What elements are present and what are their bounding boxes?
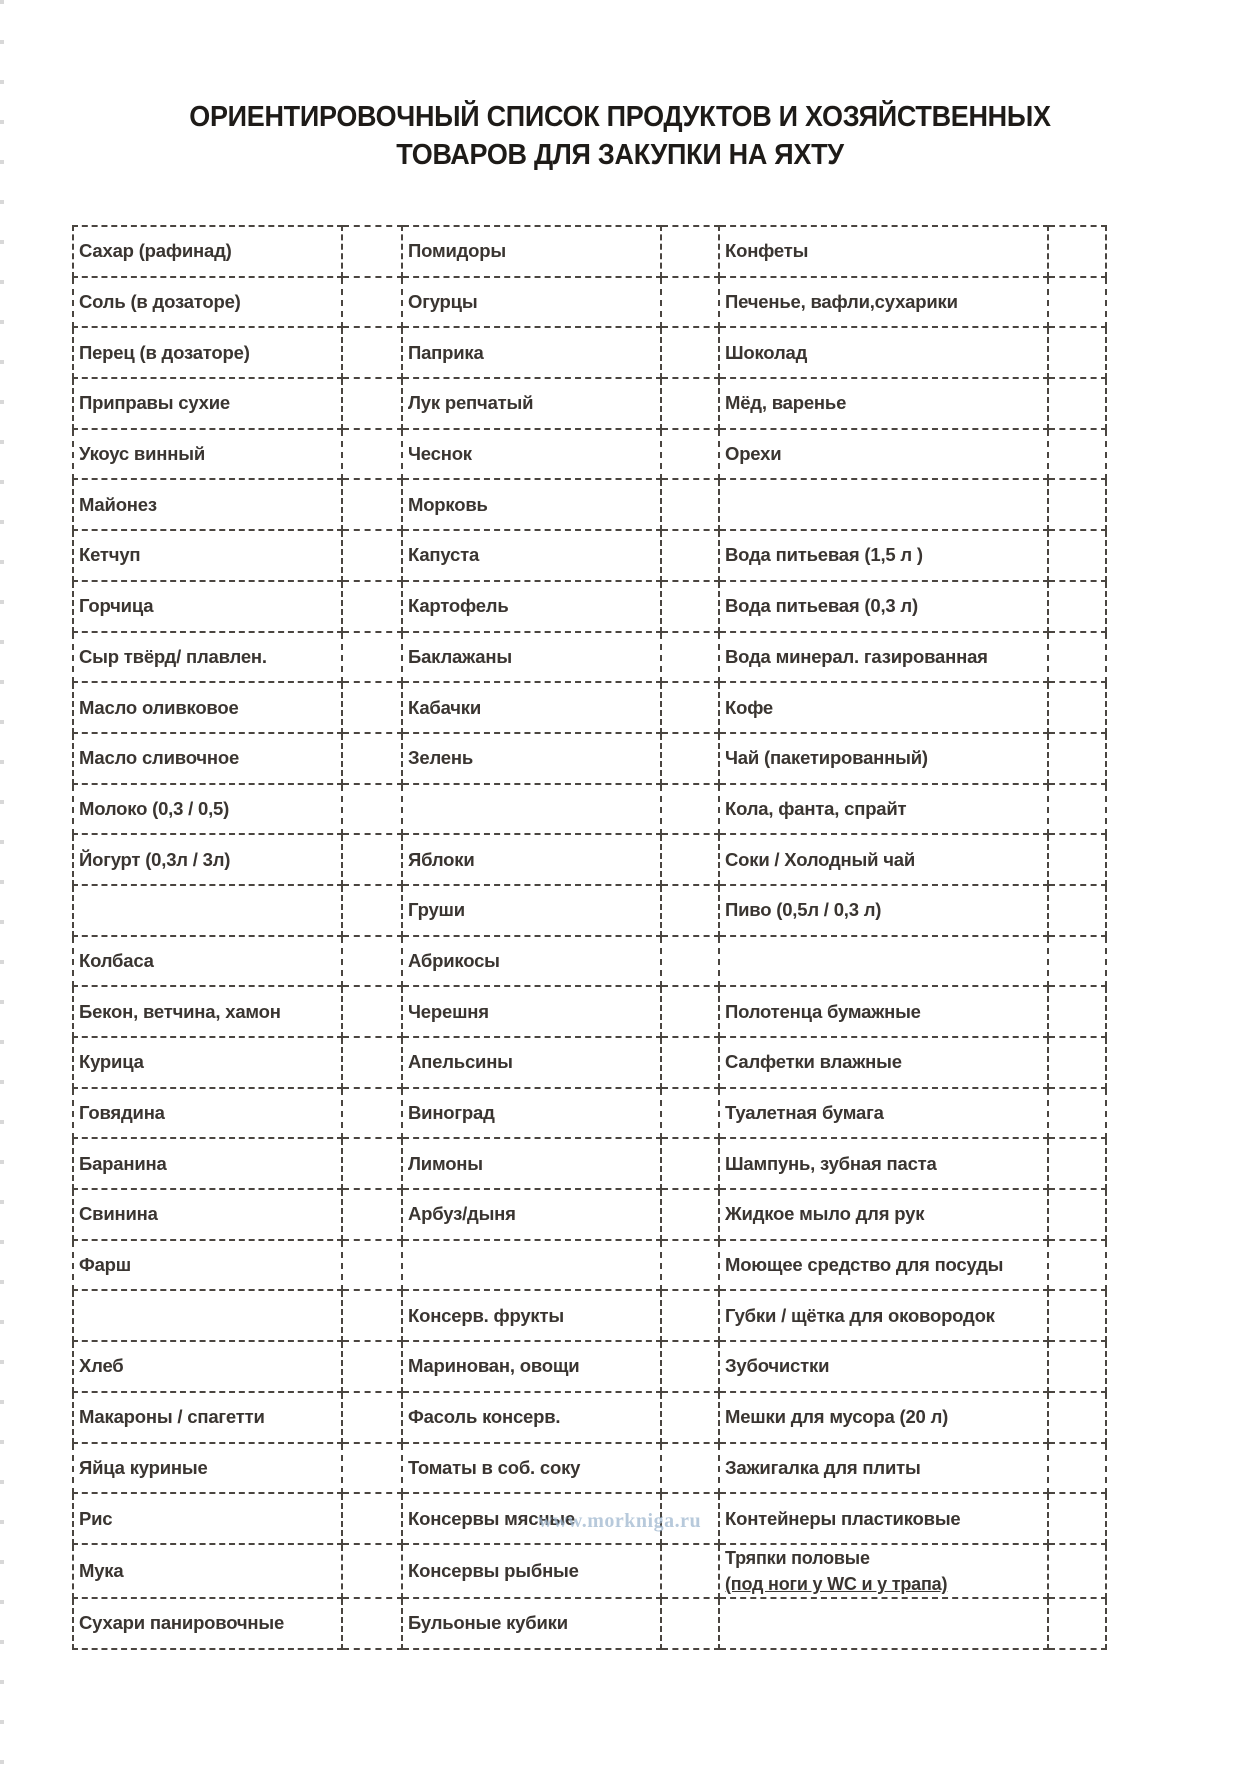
quantity-cell[interactable] xyxy=(342,1290,402,1341)
quantity-cell[interactable] xyxy=(661,1443,719,1494)
item-cell: Морковь xyxy=(402,479,661,530)
quantity-cell[interactable] xyxy=(342,1240,402,1291)
quantity-cell[interactable] xyxy=(342,632,402,683)
item-cell: Апельсины xyxy=(402,1037,661,1088)
quantity-cell[interactable] xyxy=(661,378,719,429)
item-cell: Бекон, ветчина, хамон xyxy=(73,986,342,1037)
quantity-cell[interactable] xyxy=(342,530,402,581)
quantity-cell[interactable] xyxy=(1048,1392,1106,1443)
item-cell: Чеснок xyxy=(402,429,661,480)
item-cell: Полотенца бумажные xyxy=(719,986,1048,1037)
item-cell: Приправы сухие xyxy=(73,378,342,429)
quantity-cell[interactable] xyxy=(342,936,402,987)
item-cell: Курица xyxy=(73,1037,342,1088)
quantity-cell[interactable] xyxy=(1048,1037,1106,1088)
item-cell: Зелень xyxy=(402,733,661,784)
item-cell: Баранина xyxy=(73,1138,342,1189)
item-cell xyxy=(402,784,661,835)
item-cell: Мёд, варенье xyxy=(719,378,1048,429)
table-row xyxy=(73,1341,1106,1392)
item-cell: Капуста xyxy=(402,530,661,581)
quantity-cell[interactable] xyxy=(661,1037,719,1088)
quantity-cell[interactable] xyxy=(342,784,402,835)
item-cell: Сыр твёрд/ плавлен. xyxy=(73,632,342,683)
item-cell: Консервы рыбные xyxy=(402,1544,661,1598)
table-row xyxy=(73,1037,1106,1088)
item-cell: Мука xyxy=(73,1544,342,1598)
quantity-cell[interactable] xyxy=(661,632,719,683)
table-row xyxy=(73,986,1106,1037)
item-cell: Масло оливковое xyxy=(73,682,342,733)
item-cell: Мешки для мусора (20 л) xyxy=(719,1392,1048,1443)
quantity-cell[interactable] xyxy=(661,1290,719,1341)
quantity-cell[interactable] xyxy=(342,1392,402,1443)
quantity-cell[interactable] xyxy=(661,277,719,328)
quantity-cell[interactable] xyxy=(342,1598,402,1649)
item-cell: Рис xyxy=(73,1493,342,1544)
table-row xyxy=(73,1138,1106,1189)
watermark: www.morkniga.ru xyxy=(538,1510,702,1532)
quantity-cell[interactable] xyxy=(1048,1493,1106,1544)
item-cell: Зубочистки xyxy=(719,1341,1048,1392)
table-row xyxy=(73,682,1106,733)
item-cell: Жидкое мыло для рук xyxy=(719,1189,1048,1240)
item-cell: Зажигалка для плиты xyxy=(719,1443,1048,1494)
quantity-cell[interactable] xyxy=(661,1341,719,1392)
item-cell xyxy=(719,1598,1048,1649)
quantity-cell[interactable] xyxy=(342,378,402,429)
table-row xyxy=(73,479,1106,530)
quantity-cell[interactable] xyxy=(661,1088,719,1139)
table-row xyxy=(73,1088,1106,1139)
quantity-cell[interactable] xyxy=(661,1544,719,1598)
quantity-cell[interactable] xyxy=(342,1088,402,1139)
table-row xyxy=(73,378,1106,429)
quantity-cell[interactable] xyxy=(1048,986,1106,1037)
quantity-cell[interactable] xyxy=(661,784,719,835)
table-row xyxy=(73,226,1106,277)
item-cell: Паприка xyxy=(402,327,661,378)
item-cell: Кофе xyxy=(719,682,1048,733)
quantity-cell[interactable] xyxy=(1048,479,1106,530)
item-cell: Масло сливочное xyxy=(73,733,342,784)
quantity-cell[interactable] xyxy=(342,429,402,480)
quantity-cell[interactable] xyxy=(1048,1341,1106,1392)
quantity-cell[interactable] xyxy=(661,1598,719,1649)
table-row xyxy=(73,1598,1106,1649)
item-cell: Яйца куриные xyxy=(73,1443,342,1494)
item-cell: Фарш xyxy=(73,1240,342,1291)
item-cell: Моющее средство для посуды xyxy=(719,1240,1048,1291)
item-cell: Томаты в соб. соку xyxy=(402,1443,661,1494)
table-row xyxy=(73,1392,1106,1443)
quantity-cell[interactable] xyxy=(342,479,402,530)
item-cell: Вода питьевая (0,3 л) xyxy=(719,581,1048,632)
item-cell: Перец (в дозаторе) xyxy=(73,327,342,378)
quantity-cell[interactable] xyxy=(1048,885,1106,936)
table-row xyxy=(73,1189,1106,1240)
item-label-line: Тряпки половые xyxy=(725,1547,870,1568)
quantity-cell[interactable] xyxy=(342,1544,402,1598)
item-cell: Горчица xyxy=(73,581,342,632)
item-cell: Свинина xyxy=(73,1189,342,1240)
item-cell: Соки / Холодный чай xyxy=(719,834,1048,885)
quantity-cell[interactable] xyxy=(342,581,402,632)
quantity-cell[interactable] xyxy=(1048,226,1106,277)
item-label-line: (под ноги у WC и у трапа) xyxy=(725,1573,948,1594)
item-cell: Чай (пакетированный) xyxy=(719,733,1048,784)
item-cell: Огурцы xyxy=(402,277,661,328)
item-cell: Орехи xyxy=(719,429,1048,480)
quantity-cell[interactable] xyxy=(342,1138,402,1189)
table-row xyxy=(73,1290,1106,1341)
item-cell: Виноград xyxy=(402,1088,661,1139)
quantity-cell[interactable] xyxy=(1048,1088,1106,1139)
quantity-cell[interactable] xyxy=(342,277,402,328)
quantity-cell[interactable] xyxy=(342,226,402,277)
table-row xyxy=(73,632,1106,683)
quantity-cell[interactable] xyxy=(1048,378,1106,429)
quantity-cell[interactable] xyxy=(342,885,402,936)
quantity-cell[interactable] xyxy=(661,834,719,885)
quantity-cell[interactable] xyxy=(661,1392,719,1443)
quantity-cell[interactable] xyxy=(342,1189,402,1240)
quantity-cell[interactable] xyxy=(661,733,719,784)
quantity-cell[interactable] xyxy=(1048,682,1106,733)
item-cell: Шоколад xyxy=(719,327,1048,378)
table-row xyxy=(73,733,1106,784)
item-cell: Колбаса xyxy=(73,936,342,987)
quantity-cell[interactable] xyxy=(661,885,719,936)
item-cell xyxy=(719,479,1048,530)
quantity-cell[interactable] xyxy=(1048,327,1106,378)
quantity-cell[interactable] xyxy=(342,1443,402,1494)
table-row xyxy=(73,784,1106,835)
quantity-cell[interactable] xyxy=(661,479,719,530)
quantity-cell[interactable] xyxy=(1048,733,1106,784)
item-cell: Укоус винный xyxy=(73,429,342,480)
quantity-cell[interactable] xyxy=(661,936,719,987)
quantity-cell[interactable] xyxy=(661,1189,719,1240)
shopping-list-table xyxy=(72,225,1107,1650)
item-cell: Бульоные кубики xyxy=(402,1598,661,1649)
quantity-cell[interactable] xyxy=(1048,632,1106,683)
quantity-cell[interactable] xyxy=(342,327,402,378)
quantity-cell[interactable] xyxy=(342,682,402,733)
item-cell xyxy=(719,1544,1048,1598)
item-cell: Черешня xyxy=(402,986,661,1037)
item-cell: Вода минерал. газированная xyxy=(719,632,1048,683)
item-cell: Кетчуп xyxy=(73,530,342,581)
item-cell: Майонез xyxy=(73,479,342,530)
item-cell: Туалетная бумага xyxy=(719,1088,1048,1139)
item-cell: Молоко (0,3 / 0,5) xyxy=(73,784,342,835)
item-cell: Соль (в дозаторе) xyxy=(73,277,342,328)
table-row xyxy=(73,327,1106,378)
item-cell: Консервы мясные xyxy=(402,1493,661,1544)
quantity-cell[interactable] xyxy=(342,1493,402,1544)
item-cell xyxy=(73,885,342,936)
quantity-cell[interactable] xyxy=(1048,1290,1106,1341)
item-cell: Консерв. фрукты xyxy=(402,1290,661,1341)
item-cell: Хлеб xyxy=(73,1341,342,1392)
item-cell: Кола, фанта, спрайт xyxy=(719,784,1048,835)
table-row xyxy=(73,1544,1106,1598)
item-cell: Груши xyxy=(402,885,661,936)
table-row xyxy=(73,936,1106,987)
item-cell: Картофель xyxy=(402,581,661,632)
item-cell: Маринован, овощи xyxy=(402,1341,661,1392)
table-row xyxy=(73,834,1106,885)
title-line-1: ОРИЕНТИРОВОЧНЫЙ СПИСОК ПРОДУКТОВ И ХОЗЯЙСТВЕННЫХ xyxy=(189,101,1051,133)
page-edge-binding-marks xyxy=(0,0,4,1771)
quantity-cell[interactable] xyxy=(1048,429,1106,480)
quantity-cell[interactable] xyxy=(1048,784,1106,835)
item-cell: Фасоль консерв. xyxy=(402,1392,661,1443)
quantity-cell[interactable] xyxy=(661,530,719,581)
quantity-cell[interactable] xyxy=(661,1138,719,1189)
quantity-cell[interactable] xyxy=(661,327,719,378)
quantity-cell[interactable] xyxy=(661,581,719,632)
quantity-cell[interactable] xyxy=(1048,936,1106,987)
quantity-cell[interactable] xyxy=(1048,1443,1106,1494)
item-cell: Салфетки влажные xyxy=(719,1037,1048,1088)
item-cell: Яблоки xyxy=(402,834,661,885)
quantity-cell[interactable] xyxy=(661,986,719,1037)
item-cell: Арбуз/дыня xyxy=(402,1189,661,1240)
item-cell: Пиво (0,5л / 0,3 л) xyxy=(719,885,1048,936)
item-cell: Говядина xyxy=(73,1088,342,1139)
item-cell xyxy=(73,1290,342,1341)
quantity-cell[interactable] xyxy=(1048,1189,1106,1240)
table-row xyxy=(73,429,1106,480)
item-cell: Сахар (рафинад) xyxy=(73,226,342,277)
item-cell: Шампунь, зубная паста xyxy=(719,1138,1048,1189)
page-title xyxy=(99,98,1141,174)
quantity-cell[interactable] xyxy=(661,1240,719,1291)
item-cell: Сухари панировочные xyxy=(73,1598,342,1649)
item-cell xyxy=(719,936,1048,987)
item-cell: Йогурт (0,3л / 3л) xyxy=(73,834,342,885)
quantity-cell[interactable] xyxy=(661,682,719,733)
quantity-cell[interactable] xyxy=(1048,1138,1106,1189)
table-row xyxy=(73,885,1106,936)
item-cell: Баклажаны xyxy=(402,632,661,683)
title-line-2: ТОВАРОВ ДЛЯ ЗАКУПКИ НА ЯХТУ xyxy=(396,139,844,171)
table-row xyxy=(73,581,1106,632)
item-cell xyxy=(402,1240,661,1291)
quantity-cell[interactable] xyxy=(342,834,402,885)
table-row xyxy=(73,530,1106,581)
quantity-cell[interactable] xyxy=(661,226,719,277)
table-row xyxy=(73,277,1106,328)
item-cell: Контейнеры пластиковые xyxy=(719,1493,1048,1544)
item-cell: Макароны / спагетти xyxy=(73,1392,342,1443)
item-cell: Кабачки xyxy=(402,682,661,733)
quantity-cell[interactable] xyxy=(342,1341,402,1392)
quantity-cell[interactable] xyxy=(342,986,402,1037)
table-row xyxy=(73,1240,1106,1291)
quantity-cell[interactable] xyxy=(1048,1544,1106,1598)
item-cell: Губки / щётка для оковородок xyxy=(719,1290,1048,1341)
item-cell: Лук репчатый xyxy=(402,378,661,429)
item-cell: Помидоры xyxy=(402,226,661,277)
quantity-cell[interactable] xyxy=(1048,834,1106,885)
quantity-cell[interactable] xyxy=(342,1037,402,1088)
quantity-cell[interactable] xyxy=(1048,277,1106,328)
quantity-cell[interactable] xyxy=(1048,530,1106,581)
quantity-cell[interactable] xyxy=(342,733,402,784)
quantity-cell[interactable] xyxy=(1048,1598,1106,1649)
table-row xyxy=(73,1443,1106,1494)
item-cell: Конфеты xyxy=(719,226,1048,277)
quantity-cell[interactable] xyxy=(1048,1240,1106,1291)
quantity-cell[interactable] xyxy=(1048,581,1106,632)
item-cell: Печенье, вафли,сухарики xyxy=(719,277,1048,328)
item-cell: Абрикосы xyxy=(402,936,661,987)
item-cell: Вода питьевая (1,5 л ) xyxy=(719,530,1048,581)
quantity-cell[interactable] xyxy=(661,429,719,480)
item-cell: Лимоны xyxy=(402,1138,661,1189)
